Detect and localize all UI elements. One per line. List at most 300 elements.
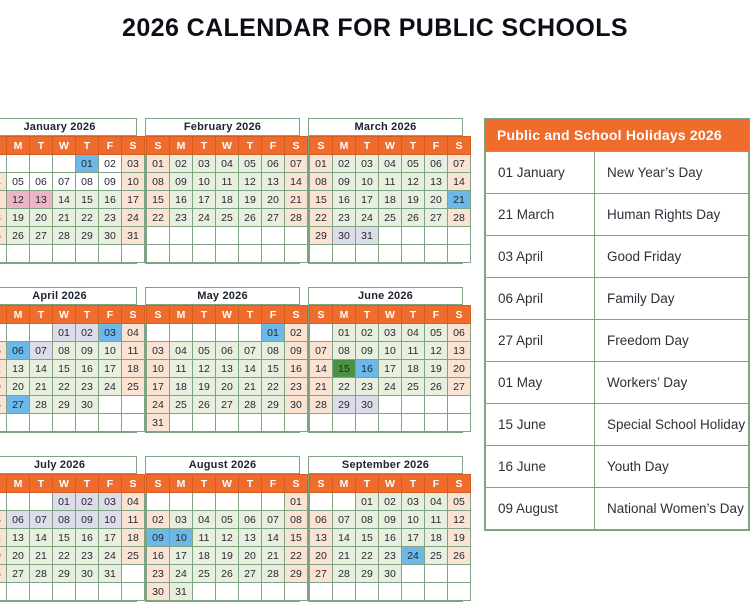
day-cell[interactable]: 16 [147,547,170,565]
day-cell[interactable]: 19 [7,209,30,227]
day-cell[interactable]: 18 [170,378,193,396]
day-cell[interactable]: 16 [170,191,193,209]
day-cell[interactable]: 09 [99,173,122,191]
day-cell[interactable]: 07 [53,173,76,191]
day-cell[interactable]: 03 [193,155,216,173]
day-cell[interactable]: 30 [285,396,308,414]
day-cell[interactable]: 22 [310,209,333,227]
day-cell[interactable]: 11 [122,342,145,360]
day-cell[interactable]: 15 [356,529,379,547]
day-cell[interactable]: 06 [310,511,333,529]
day-cell[interactable]: 16 [356,360,379,378]
day-cell[interactable]: 29 [53,396,76,414]
day-cell[interactable]: 20 [216,378,239,396]
day-cell[interactable]: 08 [76,173,99,191]
day-cell[interactable]: 16 [76,360,99,378]
day-cell[interactable]: 17 [122,191,145,209]
day-cell[interactable]: 14 [333,529,356,547]
day-cell[interactable]: 06 [7,511,30,529]
day-cell[interactable]: 02 [76,324,99,342]
day-cell[interactable]: 28 [448,209,471,227]
day-cell[interactable]: 24 [122,209,145,227]
day-cell[interactable]: 07 [285,155,308,173]
day-cell[interactable]: 13 [448,342,471,360]
holiday-name: Special School Holiday [595,404,749,446]
weekday-header-cell: T [356,475,379,493]
day-cell[interactable]: 15 [53,529,76,547]
day-cell[interactable]: 31 [99,565,122,583]
day-cell-empty [402,396,425,414]
day-cell[interactable]: 13 [30,191,53,209]
day-cell[interactable]: 24 [147,396,170,414]
day-cell-empty [262,227,285,245]
day-cell[interactable]: 21 [30,378,53,396]
day-cell[interactable]: 14 [239,360,262,378]
holiday-row [486,278,749,320]
day-cell[interactable]: 06 [239,511,262,529]
day-cell[interactable]: 19 [448,529,471,547]
day-cell[interactable]: 19 [239,191,262,209]
holidays-table [485,151,749,530]
day-cell-empty [170,227,193,245]
day-cell[interactable]: 14 [310,360,333,378]
day-cell[interactable]: 09 [285,342,308,360]
day-cell[interactable]: 11 [170,360,193,378]
day-cell[interactable]: 06 [7,342,30,360]
day-cell[interactable]: 29 [285,565,308,583]
day-cell[interactable]: 30 [99,227,122,245]
day-cell-empty [170,493,193,511]
day-cell[interactable]: 04 [402,324,425,342]
day-cell[interactable]: 12 [448,511,471,529]
day-cell[interactable]: 27 [239,565,262,583]
day-cell[interactable]: 15 [262,360,285,378]
day-cell[interactable]: 27 [7,565,30,583]
day-cell[interactable]: 11 [216,173,239,191]
day-cell[interactable]: 12 [7,191,30,209]
day-cell[interactable]: 19 [402,191,425,209]
day-cell[interactable]: 27 [7,396,30,414]
day-cell-empty [425,565,448,583]
day-cell[interactable]: 06 [448,324,471,342]
day-cell[interactable]: 24 [99,378,122,396]
day-cell[interactable]: 07 [310,342,333,360]
day-cell[interactable]: 18 [425,529,448,547]
day-cell[interactable]: 28 [53,227,76,245]
day-cell[interactable]: 20 [239,547,262,565]
day-cell[interactable]: 21 [310,378,333,396]
day-cell[interactable]: 10 [99,342,122,360]
day-cell[interactable]: 10 [147,360,170,378]
day-cell-empty [99,583,122,601]
day-cell[interactable]: 15 [147,191,170,209]
day-cell[interactable]: 26 [425,378,448,396]
day-cell[interactable]: 29 [310,227,333,245]
day-cell[interactable]: 04 [122,324,145,342]
day-cell[interactable]: 20 [7,378,30,396]
day-cell[interactable]: 23 [76,547,99,565]
day-cell[interactable]: 11 [425,511,448,529]
holiday-date: 09 August [486,488,595,530]
day-cell[interactable]: 23 [356,378,379,396]
day-cell[interactable]: 25 [216,209,239,227]
day-cell[interactable]: 23 [379,547,402,565]
day-cell[interactable]: 20 [262,191,285,209]
day-cell[interactable]: 28 [30,396,53,414]
holidays-table-body [486,152,749,530]
day-cell[interactable]: 23 [170,209,193,227]
day-cell-empty [147,324,170,342]
day-cell[interactable]: 27 [448,378,471,396]
day-cell[interactable]: 27 [216,396,239,414]
day-cell[interactable]: 07 [30,511,53,529]
day-cell[interactable]: 22 [285,547,308,565]
day-cell[interactable]: 08 [147,173,170,191]
day-cell[interactable]: 24 [402,547,425,565]
day-cell[interactable]: 15 [53,360,76,378]
day-cell[interactable]: 17 [99,360,122,378]
day-cell[interactable]: 27 [425,209,448,227]
day-cell[interactable]: 03 [356,155,379,173]
day-cell[interactable]: 22 [333,378,356,396]
week-row [310,583,471,601]
day-cell[interactable]: 26 [216,565,239,583]
day-cell[interactable]: 09 [76,342,99,360]
day-cell[interactable]: 22 [53,378,76,396]
day-cell[interactable]: 21 [262,547,285,565]
day-cell[interactable]: 09 [170,173,193,191]
holiday-name: Family Day [595,278,749,320]
day-cell[interactable]: 29 [76,227,99,245]
week-row [0,378,145,396]
day-cell[interactable]: 01 [310,155,333,173]
day-cell[interactable]: 16 [76,529,99,547]
day-cell[interactable]: 10 [402,511,425,529]
day-cell[interactable]: 11 [402,342,425,360]
day-cell[interactable]: 02 [170,155,193,173]
day-cell[interactable]: 03 [99,324,122,342]
day-cell[interactable]: 13 [7,360,30,378]
day-cell[interactable]: 01 [53,493,76,511]
day-cell[interactable]: 12 [239,173,262,191]
day-cell[interactable]: 02 [379,493,402,511]
day-cell[interactable]: 04 [425,493,448,511]
day-cell[interactable]: 03 [379,324,402,342]
day-cell[interactable]: 02 [356,324,379,342]
day-cell[interactable]: 01 [285,493,308,511]
day-cell[interactable]: 30 [76,396,99,414]
day-cell[interactable]: 16 [379,529,402,547]
day-cell[interactable]: 08 [53,511,76,529]
day-cell[interactable]: 28 [30,565,53,583]
day-cell[interactable]: 20 [425,191,448,209]
day-cell[interactable]: 06 [216,342,239,360]
day-cell[interactable]: 25 [379,209,402,227]
day-cell[interactable]: 18 [216,191,239,209]
day-cell[interactable]: 30 [147,583,170,601]
day-cell[interactable]: 02 [76,493,99,511]
day-cell[interactable]: 30 [379,565,402,583]
day-cell[interactable]: 01 [333,324,356,342]
day-cell[interactable]: 13 [216,360,239,378]
day-cell-empty [402,227,425,245]
day-cell[interactable]: 20 [30,209,53,227]
day-cell[interactable]: 16 [333,191,356,209]
day-cell[interactable]: 16 [285,360,308,378]
day-cell[interactable]: 30 [333,227,356,245]
day-cell[interactable]: 26 [7,227,30,245]
day-cell[interactable]: 24 [379,378,402,396]
day-cell[interactable]: 19 [216,547,239,565]
day-cell[interactable]: 04 [170,342,193,360]
day-cell[interactable]: 07 [448,155,471,173]
day-cell[interactable]: 12 [425,342,448,360]
day-cell[interactable]: 15 [310,191,333,209]
day-cell[interactable]: 28 [285,209,308,227]
day-cell[interactable]: 22 [76,209,99,227]
day-cell[interactable]: 31 [122,227,145,245]
day-cell[interactable]: 19 [425,360,448,378]
day-cell[interactable]: 30 [356,396,379,414]
day-cell[interactable]: 08 [333,342,356,360]
day-cell[interactable]: 13 [262,173,285,191]
day-cell[interactable]: 21 [30,547,53,565]
day-cell[interactable]: 18 [193,547,216,565]
day-cell[interactable]: 23 [76,378,99,396]
week-row [147,245,308,263]
weekday-header-cell: F [99,137,122,155]
day-cell[interactable]: 21 [333,547,356,565]
day-cell-empty [122,245,145,263]
day-cell-empty [448,414,471,432]
day-cell[interactable]: 04 [122,493,145,511]
day-cell[interactable]: 29 [356,565,379,583]
month-block [0,456,137,602]
day-cell[interactable]: 07 [262,511,285,529]
day-cell[interactable]: 03 [99,493,122,511]
day-cell[interactable]: 05 [448,493,471,511]
day-cell[interactable]: 28 [262,565,285,583]
day-cell[interactable]: 30 [76,565,99,583]
day-cell[interactable]: 15 [76,191,99,209]
day-cell[interactable]: 24 [99,547,122,565]
day-cell[interactable]: 28 [333,565,356,583]
day-cell[interactable]: 01 [262,324,285,342]
day-cell[interactable]: 04 [193,511,216,529]
day-cell[interactable]: 01 [147,155,170,173]
month-title: July 2026 [0,457,136,474]
day-cell[interactable]: 12 [193,360,216,378]
day-cell[interactable]: 05 [239,155,262,173]
day-cell[interactable]: 03 [122,155,145,173]
day-cell[interactable]: 07 [30,342,53,360]
day-cell[interactable]: 25 [122,378,145,396]
day-cell[interactable]: 31 [170,583,193,601]
day-cell[interactable]: 25 [170,396,193,414]
day-cell[interactable]: 08 [310,173,333,191]
weekday-header-cell: S [448,306,471,324]
day-cell[interactable]: 10 [379,342,402,360]
day-cell[interactable]: 14 [53,191,76,209]
day-cell[interactable]: 17 [356,191,379,209]
day-cell[interactable]: 02 [99,155,122,173]
day-cell[interactable]: 27 [30,227,53,245]
day-cell[interactable]: 26 [193,396,216,414]
day-cell[interactable]: 12 [402,173,425,191]
day-cell[interactable]: 17 [99,529,122,547]
day-cell[interactable]: 05 [193,342,216,360]
day-cell[interactable]: 06 [425,155,448,173]
day-cell[interactable]: 20 [7,547,30,565]
weekday-header-cell: T [193,137,216,155]
day-cell[interactable]: 10 [170,529,193,547]
day-cell[interactable]: 21 [239,378,262,396]
day-cell[interactable]: 18 [402,360,425,378]
day-cell[interactable]: 10 [99,511,122,529]
day-cell[interactable]: 17 [193,191,216,209]
month-day-grid [0,136,145,263]
day-cell[interactable]: 02 [333,155,356,173]
day-cell[interactable]: 29 [262,396,285,414]
day-cell[interactable]: 01 [356,493,379,511]
day-cell-empty [53,414,76,432]
day-cell[interactable]: 14 [448,173,471,191]
day-cell[interactable]: 06 [262,155,285,173]
day-cell[interactable]: 09 [147,529,170,547]
day-cell[interactable]: 13 [239,529,262,547]
day-cell[interactable]: 08 [53,342,76,360]
day-cell[interactable]: 10 [122,173,145,191]
day-cell[interactable]: 08 [285,511,308,529]
day-cell[interactable]: 22 [356,547,379,565]
day-cell[interactable]: 20 [310,547,333,565]
day-cell[interactable]: 18 [122,529,145,547]
day-cell[interactable]: 18 [379,191,402,209]
day-cell[interactable]: 27 [262,209,285,227]
day-cell[interactable]: 28 [310,396,333,414]
day-cell[interactable]: 03 [147,342,170,360]
day-cell[interactable]: 25 [402,378,425,396]
day-cell-empty [122,583,145,601]
day-cell[interactable]: 25 [193,565,216,583]
day-cell[interactable]: 11 [122,511,145,529]
day-cell-empty [310,245,333,263]
day-cell[interactable]: 21 [448,191,471,209]
day-cell[interactable]: 03 [170,511,193,529]
day-cell[interactable]: 10 [356,173,379,191]
day-cell[interactable]: 22 [262,378,285,396]
day-cell[interactable]: 11 [379,173,402,191]
day-cell[interactable]: 16 [99,191,122,209]
day-cell[interactable]: 29 [53,565,76,583]
day-cell[interactable]: 14 [30,529,53,547]
day-cell[interactable]: 15 [285,529,308,547]
day-cell[interactable]: 25 [122,547,145,565]
day-cell[interactable]: 05 [7,173,30,191]
day-cell[interactable]: 02 [147,511,170,529]
day-cell[interactable]: 21 [53,209,76,227]
day-cell[interactable]: 23 [285,378,308,396]
day-cell[interactable]: 26 [448,547,471,565]
day-cell[interactable]: 17 [170,547,193,565]
day-cell[interactable]: 12 [216,529,239,547]
day-cell-empty [193,324,216,342]
day-cell[interactable]: 23 [333,209,356,227]
day-cell[interactable]: 27 [310,565,333,583]
day-cell[interactable]: 13 [7,529,30,547]
day-cell[interactable]: 19 [193,378,216,396]
week-row [147,324,308,342]
day-cell[interactable]: 25 [425,547,448,565]
day-cell[interactable]: 18 [122,360,145,378]
day-cell[interactable]: 04 [216,155,239,173]
day-cell[interactable]: 13 [310,529,333,547]
day-cell[interactable]: 17 [379,360,402,378]
day-cell[interactable]: 09 [356,342,379,360]
day-cell[interactable]: 17 [402,529,425,547]
holiday-row [486,362,749,404]
day-cell[interactable]: 17 [147,378,170,396]
day-cell[interactable]: 31 [356,227,379,245]
day-cell[interactable]: 22 [53,547,76,565]
day-cell[interactable]: 21 [285,191,308,209]
day-cell[interactable]: 09 [379,511,402,529]
day-cell[interactable]: 01 [53,324,76,342]
day-cell[interactable]: 07 [333,511,356,529]
day-cell[interactable]: 09 [333,173,356,191]
day-cell-empty [30,155,53,173]
day-cell[interactable]: 26 [239,209,262,227]
day-cell[interactable]: 07 [239,342,262,360]
day-cell-empty [448,565,471,583]
day-cell[interactable]: 08 [356,511,379,529]
day-cell[interactable]: 24 [356,209,379,227]
day-cell[interactable]: 05 [216,511,239,529]
day-cell[interactable]: 14 [262,529,285,547]
day-cell[interactable]: 11 [193,529,216,547]
day-cell[interactable]: 15 [333,360,356,378]
week-row [0,565,145,583]
day-cell[interactable]: 24 [170,565,193,583]
day-cell[interactable]: 31 [147,414,170,432]
day-cell[interactable]: 05 [425,324,448,342]
day-cell-empty [448,245,471,263]
weekday-header-cell: M [333,306,356,324]
day-cell[interactable]: 14 [30,360,53,378]
day-cell[interactable]: 08 [262,342,285,360]
day-cell[interactable]: 05 [402,155,425,173]
day-cell[interactable]: 01 [76,155,99,173]
day-cell[interactable]: 03 [402,493,425,511]
day-cell[interactable]: 20 [448,360,471,378]
day-cell[interactable]: 24 [193,209,216,227]
day-cell[interactable]: 23 [99,209,122,227]
day-cell[interactable]: 23 [147,565,170,583]
day-cell-empty [425,245,448,263]
day-cell[interactable]: 09 [76,511,99,529]
day-cell[interactable]: 29 [333,396,356,414]
day-cell[interactable]: 02 [285,324,308,342]
day-cell[interactable]: 06 [30,173,53,191]
day-cell[interactable]: 28 [239,396,262,414]
day-cell[interactable]: 26 [402,209,425,227]
day-cell[interactable]: 14 [285,173,308,191]
day-cell[interactable]: 10 [193,173,216,191]
day-cell[interactable]: 04 [379,155,402,173]
week-row [147,191,308,209]
day-cell[interactable]: 13 [425,173,448,191]
day-cell[interactable]: 22 [147,209,170,227]
